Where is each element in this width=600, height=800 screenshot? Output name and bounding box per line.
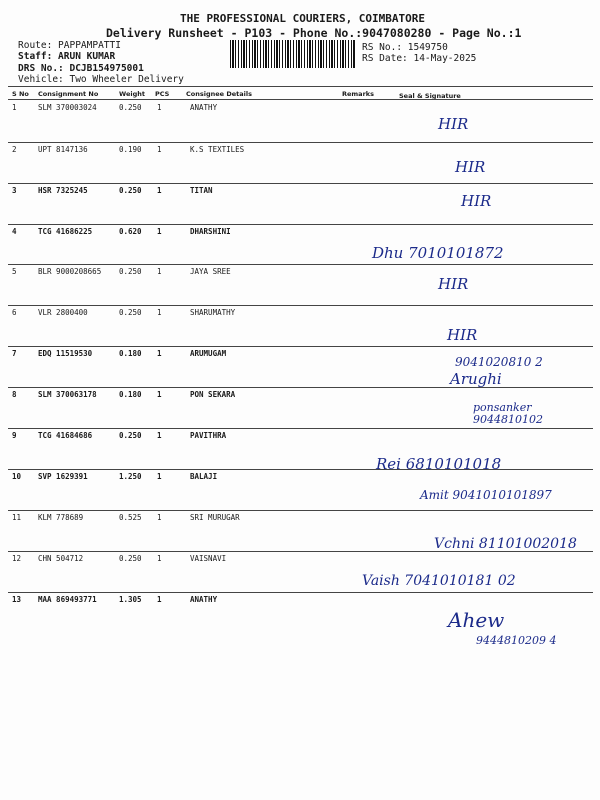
row-separator (8, 224, 593, 225)
row-pcs: 1 (157, 513, 162, 522)
signature-row13-number: 9444810209 4 (476, 634, 557, 647)
signature-row4: Dhu 7010101872 (372, 244, 504, 262)
row-sno: 2 (12, 145, 17, 154)
row-consignee: DHARSHINI (190, 227, 231, 236)
signature-row10: Amit 9041010101897 (420, 488, 552, 502)
row-pcs: 1 (157, 267, 162, 276)
row-separator (8, 264, 593, 265)
rs-number-field: RS No.: 1549750 (362, 42, 448, 53)
signature-row13: Ahew (448, 608, 505, 632)
runsheet-title: Delivery Runsheet - P103 - Phone No.:9047080280 - Page No.:1 (106, 26, 522, 40)
row-consignment-no: VLR 2800400 (38, 308, 88, 317)
row-consignee: PON SEKARA (190, 390, 236, 399)
signature-row7: Arughi (450, 370, 502, 388)
row-pcs: 1 (157, 186, 162, 195)
header-top-rule (8, 86, 593, 87)
row-pcs: 1 (157, 554, 162, 563)
row-separator (8, 428, 593, 429)
col-consignee: Consignee Details (186, 90, 252, 98)
row-sno: 5 (12, 267, 17, 276)
row-pcs: 1 (157, 595, 162, 604)
col-weight: Weight (119, 90, 145, 98)
drs-field: DRS No.: DCJB154975001 (18, 63, 144, 74)
row-separator (8, 387, 593, 388)
col-pcs: PCS (155, 90, 170, 98)
col-seal-signature: Seal & Signature (399, 92, 461, 100)
row-consignment-no: SLM 370003024 (38, 103, 97, 112)
row-pcs: 1 (157, 349, 162, 358)
row-sno: 1 (12, 103, 17, 112)
staff-field: Staff: ARUN KUMAR (18, 51, 116, 62)
signature-row1: HIR (438, 115, 469, 133)
row-consignment-no: CHN 504712 (38, 554, 84, 563)
row-weight: 0.190 (119, 145, 142, 154)
row-weight: 1.305 (119, 595, 142, 604)
signature-row11: Vchni 81101002018 (434, 536, 577, 552)
signature-row12: Vaish 7041010181 02 (362, 573, 516, 589)
row-pcs: 1 (157, 390, 162, 399)
row-weight: 0.250 (119, 431, 142, 440)
rs-date-field: RS Date: 14-May-2025 (362, 53, 477, 64)
row-sno: 12 (12, 554, 22, 563)
row-consignment-no: SLM 370063178 (38, 390, 97, 399)
row-consignee: TITAN (190, 186, 213, 195)
row-sno: 6 (12, 308, 17, 317)
row-separator (8, 510, 593, 511)
row-pcs: 1 (157, 145, 162, 154)
row-weight: 0.250 (119, 103, 142, 112)
signature-row5: HIR (438, 275, 469, 293)
row-sno: 4 (12, 227, 17, 236)
col-remarks: Remarks (342, 90, 374, 98)
row-pcs: 1 (157, 472, 162, 481)
row-consignee: BALAJI (190, 472, 218, 481)
row-weight: 0.180 (119, 390, 142, 399)
row-consignment-no: BLR 9000208665 (38, 267, 102, 276)
row-weight: 0.250 (119, 554, 142, 563)
row-consignment-no: KLM 778689 (38, 513, 84, 522)
row-sno: 3 (12, 186, 17, 195)
row-separator (8, 142, 593, 143)
barcode-image (230, 40, 356, 68)
signature-row6: HIR (447, 326, 478, 344)
row-weight: 0.620 (119, 227, 142, 236)
row-weight: 0.250 (119, 308, 142, 317)
row-pcs: 1 (157, 308, 162, 317)
row-consignment-no: SVP 1629391 (38, 472, 88, 481)
row-consignee: ANATHY (190, 595, 218, 604)
row-consignee: ANATHY (190, 103, 218, 112)
row-sno: 8 (12, 390, 17, 399)
row-consignee: VAISNAVI (190, 554, 227, 563)
row-consignee: ARUMUGAM (190, 349, 227, 358)
route-field: Route: PAPPAMPATTI (18, 40, 121, 51)
row-consignment-no: HSR 7325245 (38, 186, 88, 195)
row-consignee: K.S TEXTILES (190, 145, 245, 154)
signature-row7-number: 9041020810 2 (455, 355, 543, 369)
row-separator (8, 305, 593, 306)
row-separator (8, 469, 593, 470)
row-weight: 1.250 (119, 472, 142, 481)
row-consignee: SRI MURUGAR (190, 513, 240, 522)
col-consignment: Consignment No (38, 90, 99, 98)
signature-row8: ponsanker 9044810102 (473, 401, 543, 426)
row-weight: 0.525 (119, 513, 142, 522)
row-consignment-no: TCG 41684686 (38, 431, 93, 440)
row-sno: 11 (12, 513, 22, 522)
signature-row9: Rei 6810101018 (376, 455, 502, 473)
row-separator (8, 592, 593, 593)
row-consignee: PAVITHRA (190, 431, 227, 440)
row-consignment-no: TCG 41686225 (38, 227, 93, 236)
row-pcs: 1 (157, 431, 162, 440)
row-consignee: JAYA SREE (190, 267, 231, 276)
row-sno: 7 (12, 349, 17, 358)
row-sno: 10 (12, 472, 22, 481)
header-bottom-rule (8, 99, 593, 100)
row-sno: 9 (12, 431, 17, 440)
row-weight: 0.250 (119, 267, 142, 276)
row-consignment-no: EDQ 11519530 (38, 349, 93, 358)
row-pcs: 1 (157, 227, 162, 236)
row-weight: 0.250 (119, 186, 142, 195)
row-consignment-no: UPT 8147136 (38, 145, 88, 154)
company-name: THE PROFESSIONAL COURIERS, COIMBATORE (180, 12, 426, 25)
row-sno: 13 (12, 595, 22, 604)
row-separator (8, 346, 593, 347)
vehicle-field: Vehicle: Two Wheeler Delivery (18, 74, 184, 85)
row-pcs: 1 (157, 103, 162, 112)
col-sno: S No (12, 90, 29, 98)
signature-row3: HIR (461, 192, 492, 210)
row-consignee: SHARUMATHY (190, 308, 236, 317)
row-separator (8, 183, 593, 184)
row-consignment-no: MAA 869493771 (38, 595, 97, 604)
signature-row2: HIR (455, 158, 486, 176)
row-weight: 0.180 (119, 349, 142, 358)
